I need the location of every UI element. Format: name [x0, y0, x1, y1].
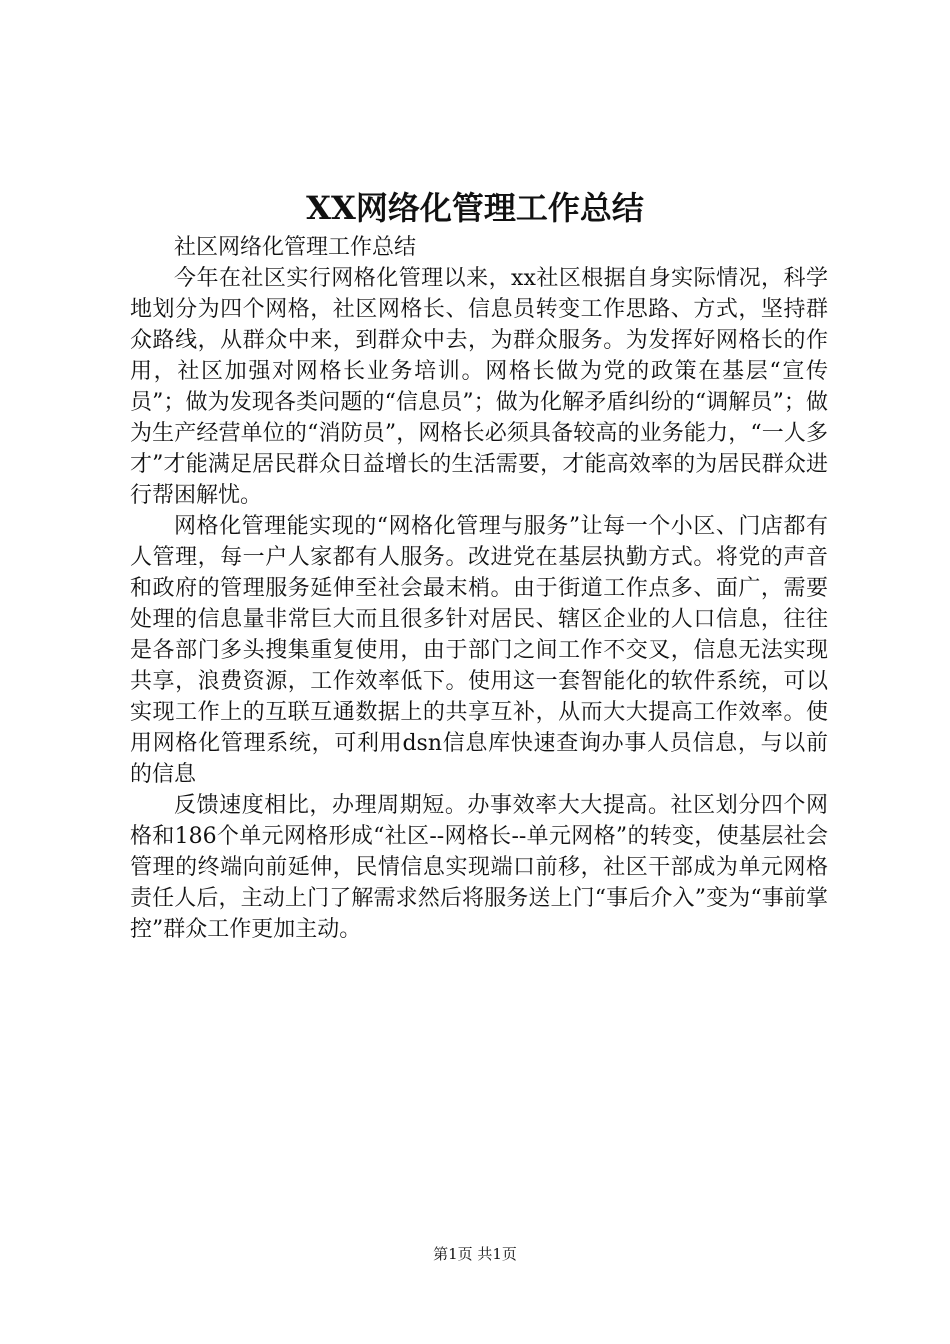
paragraph: 网格化管理能实现的“网格化管理与服务”让每一个小区、门店都有人管理，每一户人家都有人服务。改进党在基层执勤方式。将党的声音和政府的管理服务延伸至社会最末梢。由于街道工作点多、面广，需要处理的信息量非常巨大而且很多针对居民、辖区企业的人口信息，往往是各部门多头搜集重复使用，由于部门之间工作不交叉，信息无法实现共享，浪费资源，工作效率低下。使用这一套智能化的软件系统，可以实现工作上的互联互通数据上的共享互补，从而大大提高工作效率。使用网格化管理系统，可利用dsn信息库快速查询办事人员信息，与以前的信息: [130, 514, 828, 787]
page-footer: 第1页 共1页: [433, 1245, 517, 1263]
paragraph: 反馈速度相比，办理周期短。办事效率大大提高。社区划分四个网格和186个单元网格形成“社区--网格长--单元网格”的转变，使基层社会管理的终端向前延伸，民情信息实现端口前移，社区干部成为单元网格责任人后，主动上门了解需求然后将服务送上门“事后介入”变为“事前掌控”群众工作更加主动。: [130, 793, 828, 942]
document-title: XX网络化管理工作总结: [306, 189, 644, 227]
paragraph: 今年在社区实行网格化管理以来，xx社区根据自身实际情况，科学地划分为四个网格，社区网格长、信息员转变工作思路、方式，坚持群众路线，从群众中来，到群众中去，为群众服务。为发挥好网格长的作用，社区加强对网格长业务培训。网格长做为党的政策在基层“宣传员”；做为发现各类问题的“信息员”；做为化解矛盾纠纷的“调解员”；做为生产经营单位的“消防员”，网格长必须具备较高的业务能力，“一人多才”才能满足居民群众日益增长的生活需要，才能高效率的为居民群众进行帮困解忧。: [130, 266, 828, 508]
document-body: [130, 232, 828, 945]
paragraph-subtitle: 社区网络化管理工作总结: [174, 235, 417, 260]
